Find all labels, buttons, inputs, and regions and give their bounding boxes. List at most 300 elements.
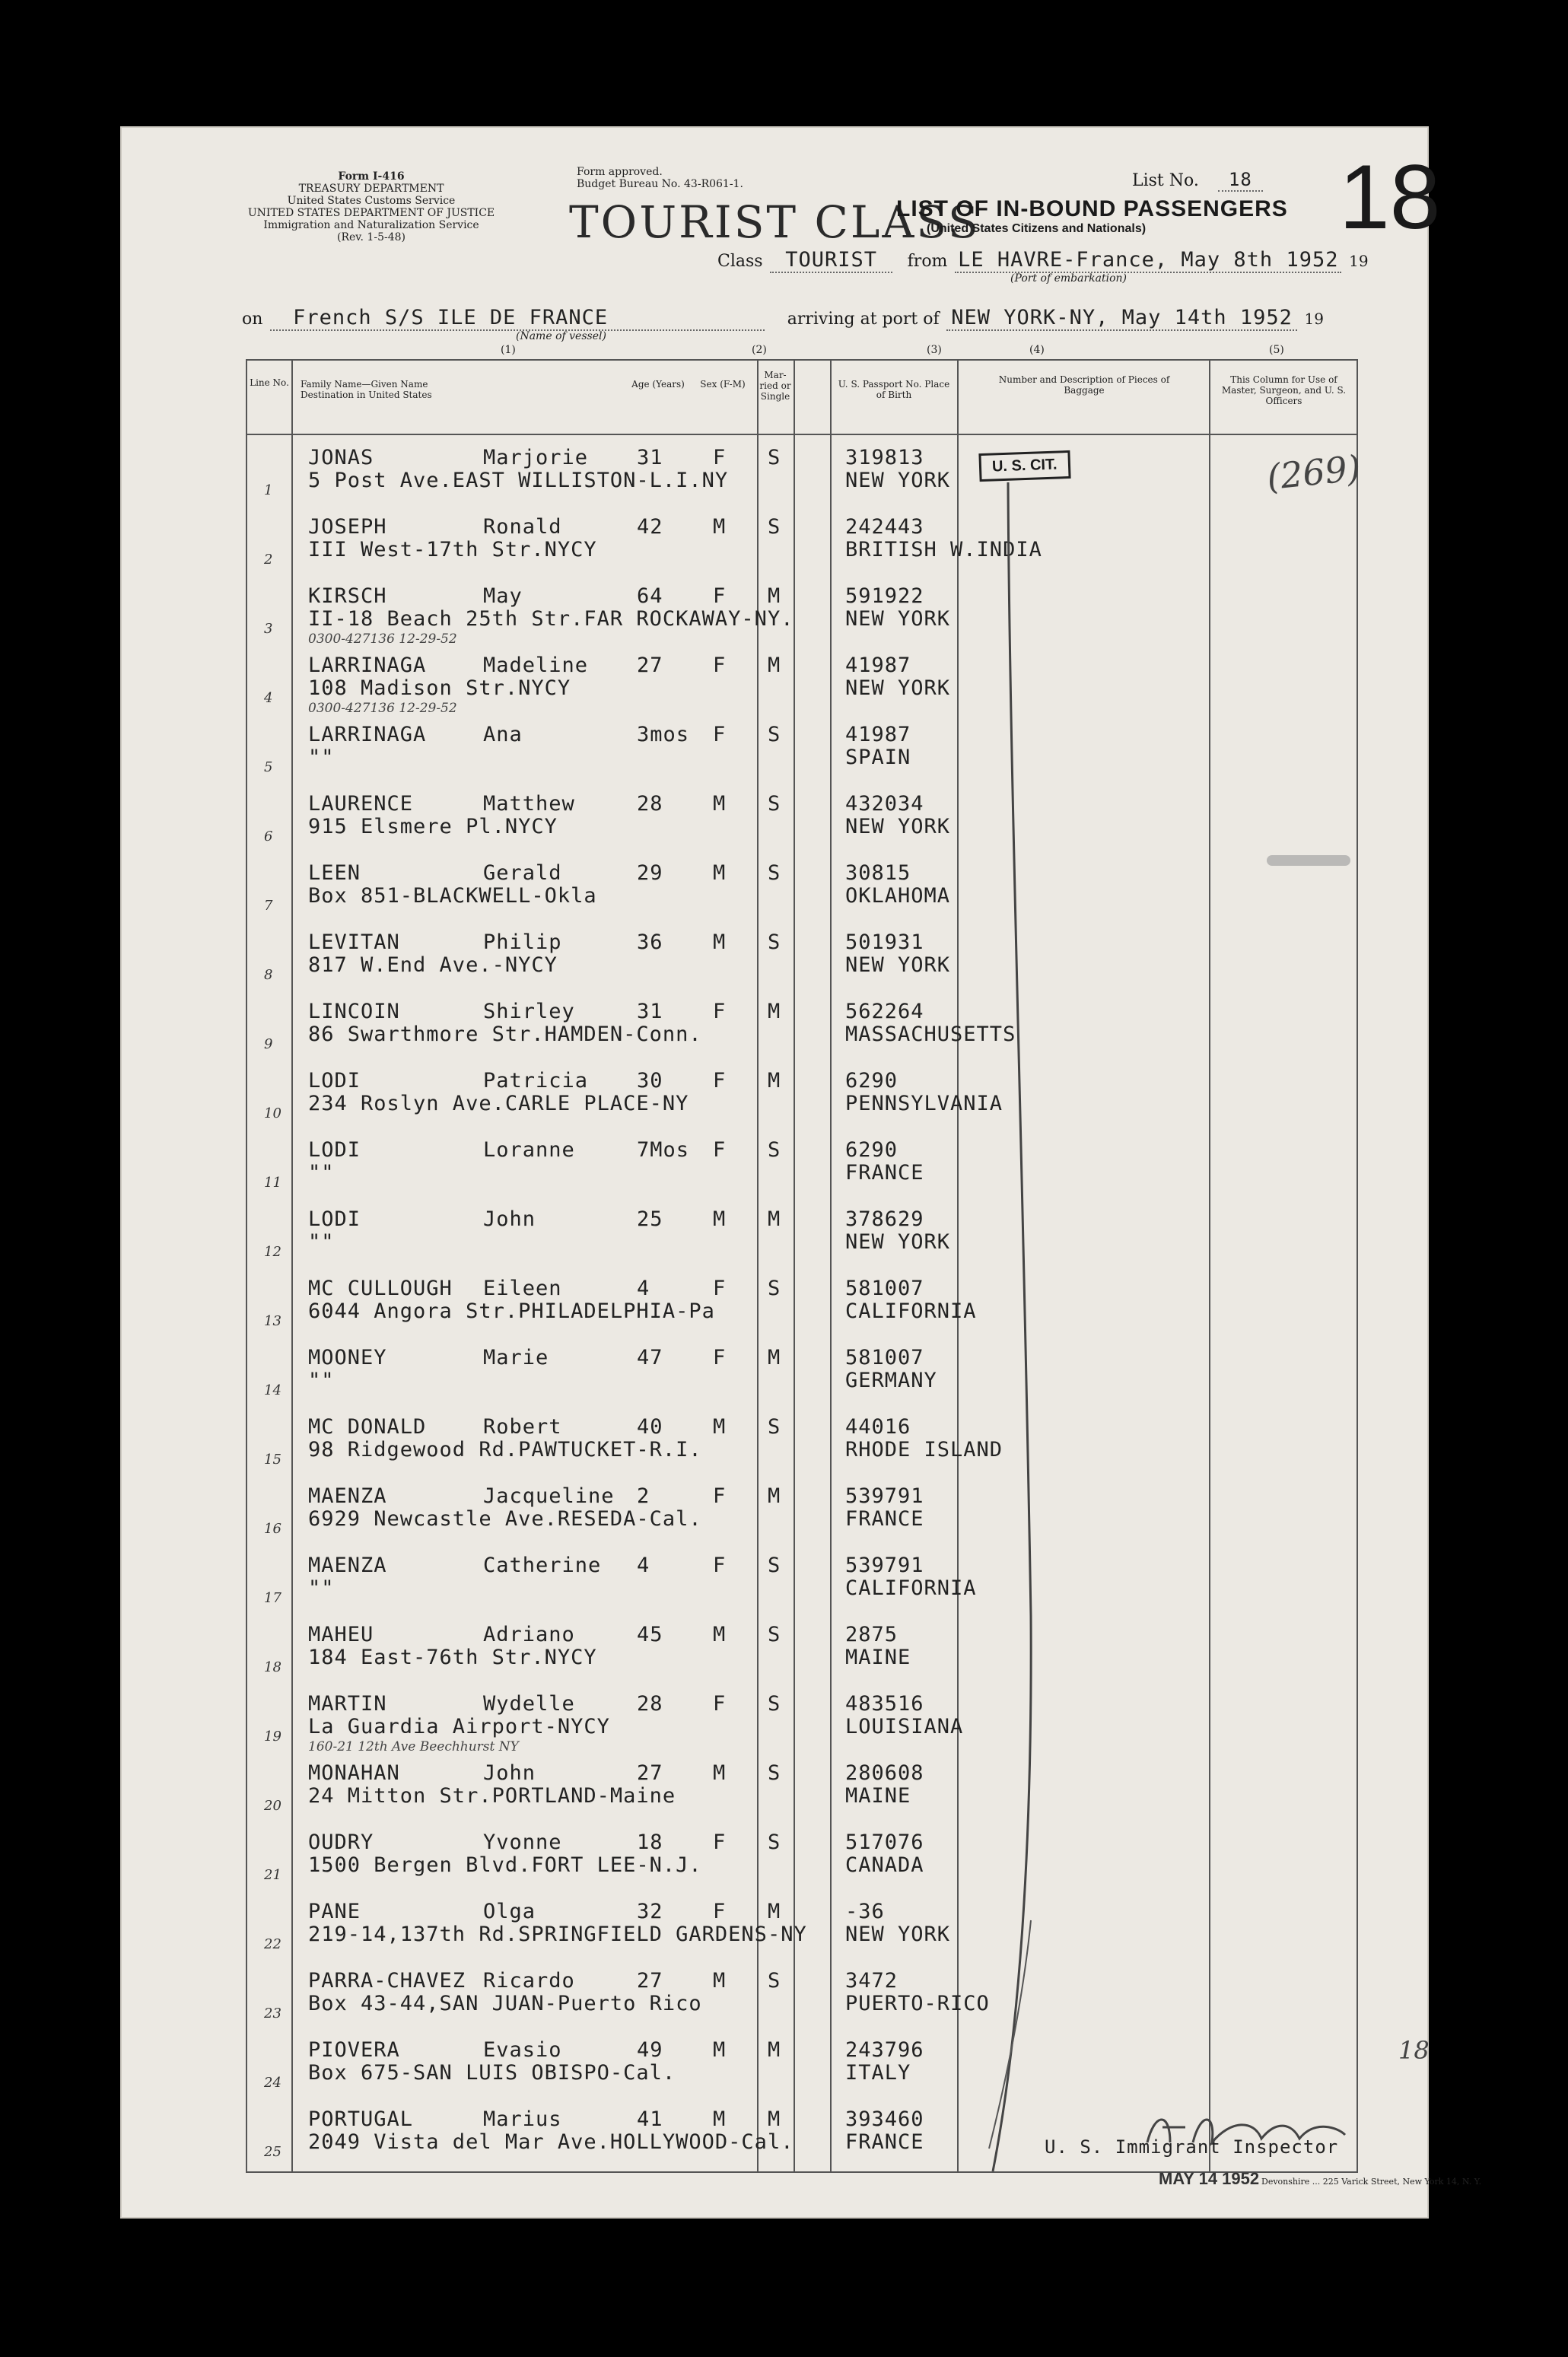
place-of-birth: CANADA xyxy=(845,1853,924,1877)
passport-number: 3472 xyxy=(845,1969,898,1993)
sex: F xyxy=(713,1138,727,1162)
class-value: TOURIST xyxy=(770,248,892,273)
destination: 86 Swarthmore Str.HAMDEN-Conn. xyxy=(308,1023,702,1046)
given-name: Madeline xyxy=(483,654,589,677)
age: 31 xyxy=(637,1000,663,1023)
big-list-number: 18 xyxy=(1339,146,1441,248)
passport-number: 319813 xyxy=(845,446,924,469)
family-name: LEVITAN xyxy=(308,930,400,954)
colnum-3: (3) xyxy=(927,344,942,356)
age: 49 xyxy=(637,2038,663,2062)
line-number: 21 xyxy=(264,1867,281,1883)
given-name: Matthew xyxy=(483,792,575,816)
given-name: Patricia xyxy=(483,1069,589,1093)
smudge-mark xyxy=(1267,855,1350,866)
passport-number: 243796 xyxy=(845,2038,924,2062)
place-of-birth: NEW YORK xyxy=(845,607,951,631)
passport-number: 41987 xyxy=(845,654,911,677)
married-single: S xyxy=(768,723,781,746)
list-title-block xyxy=(896,196,1288,236)
married-single: M xyxy=(768,2107,781,2131)
age: 31 xyxy=(637,446,663,469)
destination: "" xyxy=(308,746,335,769)
place-of-birth: LOUISIANA xyxy=(845,1715,964,1738)
place-of-birth: CALIFORNIA xyxy=(845,1299,977,1323)
arrival-value: NEW YORK-NY, May 14th 1952 xyxy=(946,306,1297,331)
passenger-row xyxy=(247,1340,1356,1409)
sex: M xyxy=(713,1207,727,1231)
place-of-birth: CALIFORNIA xyxy=(845,1576,977,1600)
passenger-row xyxy=(247,1271,1356,1340)
married-single: M xyxy=(768,2038,781,2062)
place-of-birth: MAINE xyxy=(845,1646,911,1669)
age: 25 xyxy=(637,1207,663,1231)
family-name: LODI xyxy=(308,1207,361,1231)
passport-number: 393460 xyxy=(845,2107,924,2131)
place-of-birth: RHODE ISLAND xyxy=(845,1438,1003,1462)
destination: 5 Post Ave.EAST WILLISTON-L.I.NY xyxy=(308,469,729,492)
married-single: S xyxy=(768,861,781,885)
sex: F xyxy=(713,723,727,746)
married-single: S xyxy=(768,1554,781,1577)
age: 32 xyxy=(637,1900,663,1923)
place-of-birth: SPAIN xyxy=(845,746,911,769)
passenger-row xyxy=(247,440,1356,509)
destination: III West-17th Str.NYCY xyxy=(308,538,597,561)
list-no-value: 18 xyxy=(1218,169,1263,192)
destination: "" xyxy=(308,1230,335,1254)
vessel-caption: (Name of vessel) xyxy=(516,330,606,342)
sex: F xyxy=(713,1346,727,1369)
passenger-row xyxy=(247,1409,1356,1478)
line-number: 24 xyxy=(264,2075,281,2091)
passenger-row xyxy=(247,1132,1356,1201)
from-year-suffix: 19 xyxy=(1349,252,1369,270)
age: 42 xyxy=(637,515,663,539)
line-number: 3 xyxy=(264,621,273,637)
given-name: Loranne xyxy=(483,1138,575,1162)
passenger-table xyxy=(246,359,1363,2173)
from-label: from xyxy=(907,252,948,271)
given-name: John xyxy=(483,1761,536,1785)
line-number: 9 xyxy=(264,1036,273,1052)
passport-number: 280608 xyxy=(845,1761,924,1785)
colnum-2: (2) xyxy=(752,344,767,356)
place-of-birth: PENNSYLVANIA xyxy=(845,1092,1003,1115)
colnum-5: (5) xyxy=(1269,344,1284,356)
passenger-row xyxy=(247,509,1356,578)
line-number: 6 xyxy=(264,829,273,845)
passenger-row xyxy=(247,1617,1356,1686)
age: 28 xyxy=(637,792,663,816)
inspector-signature xyxy=(1140,2104,1368,2158)
married-single: S xyxy=(768,1623,781,1646)
given-name: Shirley xyxy=(483,1000,575,1023)
family-name: MOONEY xyxy=(308,1346,387,1369)
given-name: John xyxy=(483,1207,536,1231)
place-of-birth: NEW YORK xyxy=(845,1230,951,1254)
given-name: Marie xyxy=(483,1346,549,1369)
sex: M xyxy=(713,930,727,954)
destination: 24 Mitton Str.PORTLAND-Maine xyxy=(308,1784,676,1808)
form-approved: Form approved. xyxy=(577,166,663,178)
family-name: MAENZA xyxy=(308,1554,387,1577)
passport-number: 41987 xyxy=(845,723,911,746)
destination: 98 Ridgewood Rd.PAWTUCKET-R.I. xyxy=(308,1438,702,1462)
destination: La Guardia Airport-NYCY xyxy=(308,1715,610,1738)
family-name: KIRSCH xyxy=(308,584,387,608)
passenger-row xyxy=(247,1755,1356,1824)
place-of-birth: BRITISH W.INDIA xyxy=(845,538,1042,561)
arriving-label: arriving at port of xyxy=(787,310,940,329)
destination: 234 Roslyn Ave.CARLE PLACE-NY xyxy=(308,1092,689,1115)
line-number: 5 xyxy=(264,759,273,775)
header-sex: Sex (F-M) xyxy=(700,379,746,390)
line-number: 4 xyxy=(264,690,273,706)
married-single: S xyxy=(768,1761,781,1785)
passport-number: -36 xyxy=(845,1900,885,1923)
age: 41 xyxy=(637,2107,663,2131)
destination: 6929 Newcastle Ave.RESEDA-Cal. xyxy=(308,1507,702,1531)
married-single: S xyxy=(768,1138,781,1162)
passport-number: 539791 xyxy=(845,1484,924,1508)
sex: F xyxy=(713,584,727,608)
place-of-birth: ITALY xyxy=(845,2061,911,2085)
passenger-row xyxy=(247,1894,1356,1963)
age: 2 xyxy=(637,1484,650,1508)
destination: 915 Elsmere Pl.NYCY xyxy=(308,815,558,838)
treasury-dept: TREASURY DEPARTMENT xyxy=(298,183,444,195)
sex: F xyxy=(713,1831,727,1854)
given-name: Jacqueline xyxy=(483,1484,615,1508)
married-single: S xyxy=(768,446,781,469)
passenger-row xyxy=(247,1201,1356,1271)
class-label: Class xyxy=(717,252,763,271)
arrival-year-suffix: 19 xyxy=(1304,310,1324,328)
family-name: LODI xyxy=(308,1138,361,1162)
age: 7Mos xyxy=(637,1138,690,1162)
passenger-row xyxy=(247,924,1356,994)
line-number: 11 xyxy=(264,1175,281,1191)
family-name: PORTUGAL xyxy=(308,2107,414,2131)
family-name: MONAHAN xyxy=(308,1761,400,1785)
line-number: 20 xyxy=(264,1798,281,1814)
place-of-birth: FRANCE xyxy=(845,2130,924,2154)
given-name: Olga xyxy=(483,1900,536,1923)
destination: Box 675-SAN LUIS OBISPO-Cal. xyxy=(308,2061,676,2085)
age: 30 xyxy=(637,1069,663,1093)
line-number: 18 xyxy=(264,1659,281,1675)
line-number: 19 xyxy=(264,1729,281,1745)
family-name: LODI xyxy=(308,1069,361,1093)
family-name: PARRA-CHAVEZ xyxy=(308,1969,466,1993)
passport-number: 6290 xyxy=(845,1138,898,1162)
manifest-page xyxy=(120,126,1482,2219)
family-name: LINCOIN xyxy=(308,1000,400,1023)
passenger-row xyxy=(247,855,1356,924)
sex: F xyxy=(713,654,727,677)
passenger-row xyxy=(247,1063,1356,1132)
family-name: MC CULLOUGH xyxy=(308,1277,453,1300)
married-single: S xyxy=(768,930,781,954)
place-of-birth: MAINE xyxy=(845,1784,911,1808)
destination: 1500 Bergen Blvd.FORT LEE-N.J. xyxy=(308,1853,702,1877)
given-name: Ricardo xyxy=(483,1969,575,1993)
sex: F xyxy=(713,446,727,469)
given-name: Gerald xyxy=(483,861,562,885)
approval-info xyxy=(577,166,774,190)
passport-number: 242443 xyxy=(845,515,924,539)
married-single: M xyxy=(768,1346,781,1369)
given-name: Wydelle xyxy=(483,1692,575,1716)
sex: M xyxy=(713,1761,727,1785)
handwritten-count: (269) xyxy=(1264,447,1363,498)
passenger-row xyxy=(247,717,1356,786)
given-name: Adriano xyxy=(483,1623,575,1646)
destination: 817 W.End Ave.-NYCY xyxy=(308,953,558,977)
sex: M xyxy=(713,2038,727,2062)
customs-service: United States Customs Service xyxy=(287,195,456,207)
married-single: M xyxy=(768,1207,781,1231)
us-cit-stamp: U. S. CIT. xyxy=(978,450,1070,482)
given-name: Ronald xyxy=(483,515,562,539)
sex: F xyxy=(713,1069,727,1093)
family-name: PIOVERA xyxy=(308,2038,400,2062)
family-name: PANE xyxy=(308,1900,361,1923)
sex: M xyxy=(713,515,727,539)
colnum-1: (1) xyxy=(501,344,516,356)
married-single: M xyxy=(768,1000,781,1023)
age: 27 xyxy=(637,1969,663,1993)
married-single: M xyxy=(768,1900,781,1923)
age: 28 xyxy=(637,1692,663,1716)
sex: F xyxy=(713,1277,727,1300)
sex: M xyxy=(713,2107,727,2131)
place-of-birth: OKLAHOMA xyxy=(845,884,951,908)
place-of-birth: GERMANY xyxy=(845,1369,937,1392)
place-of-birth: MASSACHUSETTS xyxy=(845,1023,1016,1046)
ins-service: Immigration and Naturalization Service xyxy=(263,219,479,231)
passenger-row xyxy=(247,1824,1356,1894)
married-single: S xyxy=(768,1969,781,1993)
married-single: S xyxy=(768,1692,781,1716)
line-number: 1 xyxy=(264,482,273,498)
line-number: 2 xyxy=(264,552,273,568)
class-line xyxy=(717,248,1369,272)
list-no-label: List No. xyxy=(1132,171,1199,190)
tourist-class-stamp: TOURIST CLASS xyxy=(569,196,981,248)
married-single: S xyxy=(768,515,781,539)
married-single: S xyxy=(768,1831,781,1854)
married-single: M xyxy=(768,584,781,608)
line-number: 14 xyxy=(264,1382,281,1398)
passenger-row xyxy=(247,578,1356,647)
passport-number: 581007 xyxy=(845,1277,924,1300)
married-single: M xyxy=(768,1484,781,1508)
passport-number: 2875 xyxy=(845,1623,898,1646)
handwritten-check-line xyxy=(917,475,1069,2187)
sex: F xyxy=(713,1554,727,1577)
destination: 219-14,137th Rd.SPRINGFIELD GARDENS-NY xyxy=(308,1923,807,1946)
justice-dept: UNITED STATES DEPARTMENT OF JUSTICE xyxy=(247,207,495,219)
place-of-birth: NEW YORK xyxy=(845,469,951,492)
header-age: Age (Years) xyxy=(631,379,685,390)
side-number: 18 xyxy=(1398,2036,1430,2065)
given-name: Catherine xyxy=(483,1554,602,1577)
place-of-birth: NEW YORK xyxy=(845,815,951,838)
destination: Box 43-44,SAN JUAN-Puerto Rico xyxy=(308,1992,702,2015)
header-baggage: Number and Description of Pieces of Baggage xyxy=(998,374,1170,396)
family-name: JOSEPH xyxy=(308,515,387,539)
place-of-birth: PUERTO-RICO xyxy=(845,1992,990,2015)
passport-number: 483516 xyxy=(845,1692,924,1716)
list-subtitle: (United States Citizens and Nationals) xyxy=(927,222,1147,235)
header-passport: U. S. Passport No. Place of Birth xyxy=(838,379,950,400)
given-name: May xyxy=(483,584,523,608)
passenger-row xyxy=(247,1478,1356,1547)
sex: F xyxy=(713,1484,727,1508)
passport-number: 581007 xyxy=(845,1346,924,1369)
header-officer-use: This Column for Use of Master, Surgeon, and U. S. Officers xyxy=(1221,374,1347,406)
line-number: 13 xyxy=(264,1313,281,1329)
passport-number: 30815 xyxy=(845,861,911,885)
header-line-no: Line No. xyxy=(250,377,289,388)
form-number: Form I-416 xyxy=(338,170,405,183)
place-of-birth: NEW YORK xyxy=(845,1923,951,1946)
age: 64 xyxy=(637,584,663,608)
sex: F xyxy=(713,1900,727,1923)
age: 18 xyxy=(637,1831,663,1854)
handwritten-annotation: 160-21 12th Ave Beechhurst NY xyxy=(308,1739,519,1754)
given-name: Yvonne xyxy=(483,1831,562,1854)
passport-number: 44016 xyxy=(845,1415,911,1439)
colnum-4: (4) xyxy=(1029,344,1045,356)
destination: 108 Madison Str.NYCY xyxy=(308,676,571,700)
form-info xyxy=(234,170,508,243)
sex: M xyxy=(713,1623,727,1646)
passport-number: 539791 xyxy=(845,1554,924,1577)
passport-number: 501931 xyxy=(845,930,924,954)
family-name: LAURENCE xyxy=(308,792,414,816)
date-stamp: MAY 14 1952 xyxy=(1159,2169,1260,2188)
place-of-birth: FRANCE xyxy=(845,1161,924,1185)
married-single: S xyxy=(768,1415,781,1439)
passenger-row xyxy=(247,2032,1356,2101)
port-caption: (Port of embarkation) xyxy=(1010,272,1127,285)
handwritten-annotation: 0300-427136 12-29-52 xyxy=(308,631,457,647)
sex: M xyxy=(713,861,727,885)
revision: (Rev. 1-5-48) xyxy=(337,231,406,243)
given-name: Eileen xyxy=(483,1277,562,1300)
list-no xyxy=(1132,169,1263,190)
destination: "" xyxy=(308,1161,335,1185)
age: 45 xyxy=(637,1623,663,1646)
destination: "" xyxy=(308,1369,335,1392)
given-name: Ana xyxy=(483,723,523,746)
inspector-label: U. S. Immigrant Inspector xyxy=(1045,2136,1339,2158)
budget-bureau: Budget Bureau No. 43-R061-1. xyxy=(577,178,743,190)
passport-number: 6290 xyxy=(845,1069,898,1093)
age: 27 xyxy=(637,1761,663,1785)
line-number: 25 xyxy=(264,2144,281,2160)
place-of-birth: NEW YORK xyxy=(845,953,951,977)
married-single: S xyxy=(768,1277,781,1300)
family-name: OUDRY xyxy=(308,1831,374,1854)
passenger-row xyxy=(247,1547,1356,1617)
destination: "" xyxy=(308,1576,335,1600)
passenger-row xyxy=(247,1686,1356,1755)
passport-number: 378629 xyxy=(845,1207,924,1231)
family-name: MAENZA xyxy=(308,1484,387,1508)
sex: M xyxy=(713,1969,727,1993)
sex: F xyxy=(713,1692,727,1716)
married-single: S xyxy=(768,792,781,816)
vessel-line xyxy=(242,306,1324,331)
age: 4 xyxy=(637,1277,650,1300)
destination: Box 851-BLACKWELL-Okla xyxy=(308,884,597,908)
age: 47 xyxy=(637,1346,663,1369)
age: 3mos xyxy=(637,723,690,746)
family-name: MARTIN xyxy=(308,1692,387,1716)
passenger-row xyxy=(247,647,1356,717)
line-number: 16 xyxy=(264,1521,281,1537)
destination: II-18 Beach 25th Str.FAR ROCKAWAY-NY. xyxy=(308,607,794,631)
family-name: MC DONALD xyxy=(308,1415,427,1439)
age: 4 xyxy=(637,1554,650,1577)
place-of-birth: NEW YORK xyxy=(845,676,951,700)
given-name: Marjorie xyxy=(483,446,589,469)
given-name: Robert xyxy=(483,1415,562,1439)
header-married: Mar-ried or Single xyxy=(759,370,791,402)
place-of-birth: FRANCE xyxy=(845,1507,924,1531)
passenger-row xyxy=(247,786,1356,855)
line-number: 10 xyxy=(264,1105,281,1121)
sex: M xyxy=(713,792,727,816)
passport-number: 562264 xyxy=(845,1000,924,1023)
age: 27 xyxy=(637,654,663,677)
sex: F xyxy=(713,1000,727,1023)
family-name: MAHEU xyxy=(308,1623,374,1646)
married-single: M xyxy=(768,654,781,677)
printer-imprint: Devonshire ... 225 Varick Street, New York 14, N. Y. xyxy=(1261,2177,1482,2187)
family-name: LEEN xyxy=(308,861,361,885)
passport-number: 517076 xyxy=(845,1831,924,1854)
age: 40 xyxy=(637,1415,663,1439)
line-number: 15 xyxy=(264,1452,281,1468)
given-name: Philip xyxy=(483,930,562,954)
line-number: 17 xyxy=(264,1590,281,1606)
passenger-row xyxy=(247,994,1356,1063)
passenger-row xyxy=(247,1963,1356,2032)
line-number: 12 xyxy=(264,1244,281,1260)
line-number: 8 xyxy=(264,967,273,983)
header-name: Family Name—Given Name Destination in United States xyxy=(301,379,432,400)
vessel-value: French S/S ILE DE FRANCE xyxy=(270,306,765,331)
destination: 2049 Vista del Mar Ave.HOLLYWOOD-Cal. xyxy=(308,2130,794,2154)
given-name: Marius xyxy=(483,2107,562,2131)
given-name: Evasio xyxy=(483,2038,562,2062)
family-name: JONAS xyxy=(308,446,374,469)
family-name: LARRINAGA xyxy=(308,654,427,677)
age: 36 xyxy=(637,930,663,954)
from-value: LE HAVRE-France, May 8th 1952 xyxy=(955,248,1341,273)
destination: 184 East-76th Str.NYCY xyxy=(308,1646,597,1669)
handwritten-annotation: 0300-427136 12-29-52 xyxy=(308,701,457,716)
passport-number: 432034 xyxy=(845,792,924,816)
destination: 6044 Angora Str.PHILADELPHIA-Pa xyxy=(308,1299,715,1323)
family-name: LARRINAGA xyxy=(308,723,427,746)
line-number: 7 xyxy=(264,898,273,914)
